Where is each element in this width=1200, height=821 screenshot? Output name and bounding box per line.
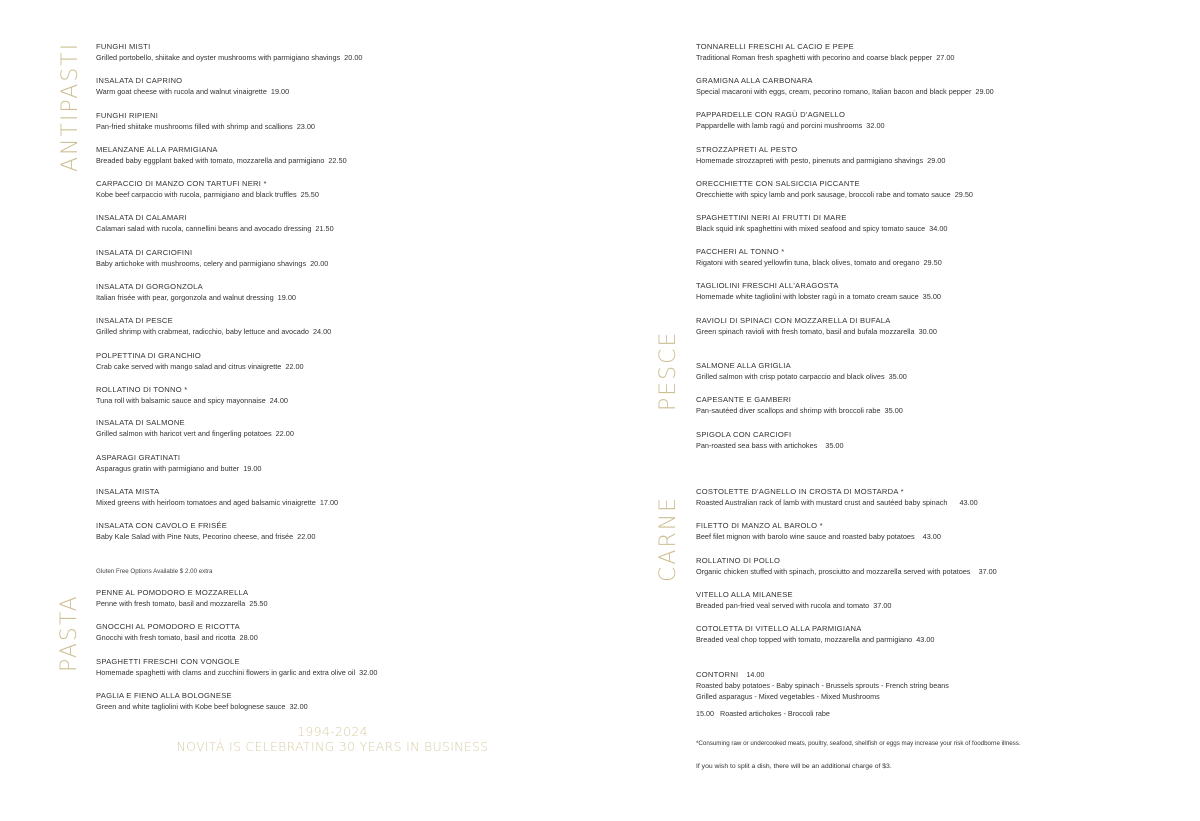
menu-item bbox=[696, 430, 907, 464]
item-description: Crab cake served with mango salad and citrus vinaigrette 22.00 bbox=[96, 361, 304, 371]
item-description: Asparagus gratin with parmigiano and butter 19.00 bbox=[96, 463, 262, 473]
item-description: Organic chicken stuffed with spinach, prosciutto and mozzarella served with potatoes 37.00 bbox=[696, 566, 997, 576]
item-name: INSALATA DI CAPRINO bbox=[96, 76, 183, 86]
menu-item bbox=[96, 521, 362, 555]
menu-item bbox=[696, 361, 907, 395]
item-description: Baby artichoke with mushrooms, celery and parmigiano shavings 20.00 bbox=[96, 258, 329, 268]
menu-item bbox=[96, 213, 362, 247]
menu-item bbox=[96, 42, 362, 76]
item-name: INSALATA MISTA bbox=[96, 487, 160, 497]
menu-item bbox=[696, 395, 907, 429]
consumption-disclaimer: *Consuming raw or undercooked meats, poultry, seafood, shellfish or eggs may increase your risk of foodborne illness. bbox=[696, 740, 1021, 747]
item-name: INSALATA DI GORGONZOLA bbox=[96, 282, 203, 292]
item-price: 35.00 bbox=[888, 372, 907, 381]
item-price: 29.00 bbox=[975, 87, 994, 97]
item-description: Tuna roll with balsamic sauce and spicy mayonnaise 24.00 bbox=[96, 395, 288, 405]
item-description: Penne with fresh tomato, basil and mozzarella 25.50 bbox=[96, 599, 268, 608]
item-name: INSALATA DI SALMONE bbox=[96, 418, 185, 428]
item-description: Orecchiette with spicy lamb and pork sausage, broccoli rabe and tomato sauce 29.50 bbox=[696, 189, 973, 199]
item-name: PENNE AL POMODORO E MOZZARELLA bbox=[96, 588, 249, 597]
gluten-free-note: Gluten Free Options Available $ 2.00 extra bbox=[96, 568, 213, 575]
menu-item bbox=[96, 111, 362, 145]
item-name: RAVIOLI DI SPINACI CON MOZZARELLA DI BUFALA bbox=[696, 315, 891, 325]
contorni-line-1: Roasted baby potatoes - Baby spinach - Brussels sprouts - French string beans bbox=[696, 681, 949, 690]
item-price: 43.00 bbox=[922, 532, 941, 542]
item-description: Homemade spaghetti with clams and zucchini flowers in garlic and extra olive oil 32.00 bbox=[96, 667, 378, 677]
item-description: Warm goat cheese with rucola and walnut vinaigrette 19.00 bbox=[96, 87, 290, 97]
item-price: 24.00 bbox=[269, 395, 288, 405]
item-description: Mixed greens with heirloom tomatoes and aged balsamic vinaigrette 17.00 bbox=[96, 498, 339, 508]
item-name: SPIGOLA CON CARCIOFI bbox=[696, 429, 792, 439]
menu-item bbox=[96, 622, 377, 656]
menu-item bbox=[696, 179, 994, 213]
item-name: INSALATA CON CAVOLO E FRISÉE bbox=[96, 521, 228, 531]
menu-item bbox=[696, 521, 997, 555]
item-description: Pan-fried shiitake mushrooms filled with shrimp and scallions 23.00 bbox=[96, 121, 315, 131]
item-description: Homemade strozzapreti with pesto, pinenuts and parmigiano shavings 29.00 bbox=[696, 155, 946, 165]
contorni-block bbox=[696, 669, 949, 719]
item-name: ROLLATINO DI POLLO bbox=[696, 555, 781, 565]
item-name: PAPPARDELLE CON RAGÙ D'AGNELLO bbox=[696, 110, 846, 120]
item-description: Pan-roasted sea bass with artichokes 35.00 bbox=[696, 440, 844, 450]
item-description: Grilled salmon with haricot vert and fingerling potatoes 22.00 bbox=[96, 429, 294, 439]
item-description: Breaded baby eggplant baked with tomato, mozzarella and parmigiano 22.50 bbox=[96, 155, 347, 165]
item-name: PAGLIA E FIENO ALLA BOLOGNESE bbox=[96, 690, 232, 700]
item-description: Green and white tagliolini with Kobe beef bolognese sauce 32.00 bbox=[96, 701, 308, 711]
item-price: 23.00 bbox=[296, 121, 315, 131]
item-name: GNOCCHI AL POMODORO E RICOTTA bbox=[96, 622, 240, 632]
right-pasta-list bbox=[696, 42, 994, 350]
menu-item bbox=[96, 316, 362, 350]
item-price: 21.50 bbox=[315, 224, 334, 234]
item-price: 35.00 bbox=[884, 406, 903, 416]
item-name: INSALATA DI CALAMARI bbox=[96, 213, 187, 223]
item-name: COTOLETTA DI VITELLO ALLA PARMIGIANA bbox=[696, 624, 862, 634]
menu-item bbox=[696, 316, 994, 350]
item-price: 25.50 bbox=[300, 190, 319, 200]
item-price: 17.00 bbox=[319, 498, 339, 508]
menu-item bbox=[96, 657, 377, 691]
item-description: Special macaroni with eggs, cream, pecorino romano, Italian bacon and black pepper 29.00 bbox=[696, 87, 994, 97]
split-dish-note: If you wish to split a dish, there will be an additional charge of $3. bbox=[696, 763, 892, 770]
item-name: FUNGHI MISTI bbox=[96, 42, 151, 51]
anniversary-years: 1994-2024 bbox=[297, 724, 368, 739]
item-price: 29.00 bbox=[927, 155, 946, 165]
menu-item bbox=[696, 213, 994, 247]
item-price: 28.00 bbox=[239, 633, 258, 643]
item-price: 43.00 bbox=[959, 498, 978, 507]
item-name: FILETTO DI MANZO AL BAROLO * bbox=[696, 521, 823, 531]
item-price: 29.50 bbox=[954, 189, 973, 199]
item-price: 20.00 bbox=[344, 53, 363, 62]
menu-item bbox=[696, 624, 997, 658]
item-description: Green spinach ravioli with fresh tomato, basil and bufala mozzarella 30.00 bbox=[696, 326, 937, 336]
pesce-list bbox=[696, 361, 907, 464]
item-description: Grilled portobello, shiitake and oyster mushrooms with parmigiano shavings 20.00 bbox=[96, 53, 363, 62]
contorni-title: CONTORNI bbox=[696, 670, 739, 679]
item-description: Calamari salad with rucola, cannellini beans and avocado dressing 21.50 bbox=[96, 224, 334, 234]
contorni-price: 14.00 bbox=[746, 670, 765, 679]
item-price: 37.00 bbox=[873, 600, 892, 610]
item-name: ORECCHIETTE CON SALSICCIA PICCANTE bbox=[696, 178, 860, 188]
item-description: Traditional Roman fresh spaghetti with pecorino and coarse black pepper 27.00 bbox=[696, 53, 955, 62]
item-name: CARPACCIO DI MANZO CON TARTUFI NERI * bbox=[96, 179, 267, 189]
item-price: 20.00 bbox=[310, 258, 329, 268]
menu-item bbox=[696, 76, 994, 110]
item-description: Pan-sautéed diver scallops and shrimp with broccoli rabe 35.00 bbox=[696, 406, 903, 416]
item-price: 27.00 bbox=[936, 53, 955, 62]
item-name: FUNGHI RIPIENI bbox=[96, 110, 159, 120]
item-name: INSALATA DI CARCIOFINI bbox=[96, 247, 193, 257]
menu-item bbox=[96, 588, 377, 622]
item-name: SPAGHETTINI NERI AI FRUTTI DI MARE bbox=[696, 212, 847, 222]
section-label-carne: CARNE bbox=[656, 495, 681, 582]
menu-item bbox=[696, 556, 997, 590]
contorni-heading bbox=[696, 669, 949, 680]
item-price: 29.50 bbox=[923, 258, 942, 268]
anniversary-banner bbox=[170, 724, 495, 754]
menu-item bbox=[96, 351, 362, 385]
contorni-extra-items: Roasted artichokes - Broccoli rabe bbox=[720, 709, 830, 718]
item-name: TONNARELLI FRESCHI AL CACIO E PEPE bbox=[696, 42, 854, 51]
item-description: Grilled salmon with crisp potato carpaccio and black olives 35.00 bbox=[696, 372, 907, 381]
menu-item bbox=[96, 145, 362, 179]
item-description: Baby Kale Salad with Pine Nuts, Pecorino cheese, and frisée 22.00 bbox=[96, 532, 316, 542]
menu-item bbox=[696, 110, 994, 144]
item-price: 24.00 bbox=[312, 327, 332, 337]
item-price: 32.00 bbox=[289, 701, 308, 711]
menu-item bbox=[96, 691, 377, 725]
item-name: ASPARAGI GRATINATI bbox=[96, 452, 181, 462]
contorni-line-2: Grilled asparagus - Mixed vegetables - Mixed Mushrooms bbox=[696, 692, 880, 701]
item-price: 32.00 bbox=[866, 121, 885, 131]
item-price: 25.50 bbox=[249, 599, 268, 608]
item-price: 43.00 bbox=[916, 635, 935, 645]
menu-item bbox=[96, 76, 362, 110]
item-description: Beef filet mignon with barolo wine sauce and roasted baby potatoes 43.00 bbox=[696, 532, 941, 542]
item-price: 19.00 bbox=[277, 293, 296, 303]
item-description: Roasted Australian rack of lamb with mustard crust and sautéed baby spinach 43.00 bbox=[696, 498, 978, 507]
item-description: Black squid ink spaghettini with mixed seafood and spicy tomato sauce 34.00 bbox=[696, 223, 948, 233]
menu-item bbox=[696, 281, 994, 315]
item-description: Italian frisée with pear, gorgonzola and walnut dressing 19.00 bbox=[96, 293, 296, 303]
menu-item bbox=[96, 487, 362, 521]
item-price: 22.00 bbox=[285, 361, 304, 371]
item-name: GRAMIGNA ALLA CARBONARA bbox=[696, 76, 813, 86]
pasta-list bbox=[96, 588, 377, 725]
menu-item bbox=[696, 42, 994, 76]
item-name: SPAGHETTI FRESCHI CON VONGOLE bbox=[96, 656, 240, 666]
item-name: POLPETTINA DI GRANCHIO bbox=[96, 350, 202, 360]
contorni-extra-price: 15.00 bbox=[696, 709, 714, 718]
item-name: CAPESANTE E GAMBERI bbox=[696, 395, 792, 405]
anniversary-message: NOVITÁ IS CELEBRATING 30 YEARS IN BUSINESS bbox=[176, 739, 489, 754]
item-name: SALMONE ALLA GRIGLIA bbox=[696, 361, 791, 370]
item-name: COSTOLETTE D'AGNELLO IN CROSTA DI MOSTARDA * bbox=[696, 487, 904, 496]
item-price: 19.00 bbox=[270, 87, 290, 97]
item-price: 35.00 bbox=[922, 292, 941, 302]
item-description: Rigatoni with seared yellowfin tuna, black olives, tomato and oregano 29.50 bbox=[696, 258, 942, 268]
antipasti-list bbox=[96, 42, 362, 556]
section-label-antipasti: ANTIPASTI bbox=[58, 41, 83, 172]
section-label-pasta: PASTA bbox=[57, 594, 82, 672]
item-name: PACCHERI AL TONNO * bbox=[696, 247, 785, 257]
item-description: Grilled shrimp with crabmeat, radicchio, baby lettuce and avocado 24.00 bbox=[96, 327, 332, 337]
menu-item bbox=[696, 145, 994, 179]
item-name: ROLLATINO DI TONNO * bbox=[96, 384, 188, 394]
item-price: 30.00 bbox=[918, 326, 937, 336]
item-description: Kobe beef carpaccio with rucola, parmigiano and black truffles 25.50 bbox=[96, 190, 319, 200]
item-description: Breaded pan-fried veal served with rucola and tomato 37.00 bbox=[696, 600, 892, 610]
contorni-extra bbox=[696, 708, 949, 719]
menu-item bbox=[696, 247, 994, 281]
item-name: MELANZANE ALLA PARMIGIANA bbox=[96, 144, 218, 154]
menu-item bbox=[96, 179, 362, 213]
item-name: VITELLO ALLA MILANESE bbox=[696, 589, 793, 599]
menu-item bbox=[96, 385, 362, 419]
item-price: 22.00 bbox=[275, 429, 294, 439]
item-price: 34.00 bbox=[929, 223, 948, 233]
menu-item bbox=[96, 453, 362, 487]
item-description: Gnocchi with fresh tomato, basil and ricotta 28.00 bbox=[96, 633, 258, 643]
item-price: 37.00 bbox=[978, 566, 997, 576]
menu-item bbox=[96, 282, 362, 316]
carne-list bbox=[696, 487, 997, 658]
item-price: 22.00 bbox=[297, 532, 316, 542]
item-price: 32.00 bbox=[359, 667, 378, 677]
menu-item bbox=[696, 487, 997, 521]
item-description: Breaded veal chop topped with tomato, mozzarella and parmigiano 43.00 bbox=[696, 635, 935, 645]
item-price: 35.00 bbox=[825, 440, 844, 450]
section-label-pesce: PESCE bbox=[656, 330, 681, 411]
menu-item bbox=[96, 248, 362, 282]
menu-item bbox=[96, 418, 362, 452]
item-name: INSALATA DI PESCE bbox=[96, 316, 173, 326]
item-name: STROZZAPRETI AL PESTO bbox=[696, 144, 798, 154]
item-description: Homemade white tagliolini with lobster ragù in a tomato cream sauce 35.00 bbox=[696, 292, 941, 302]
item-description: Pappardelle with lamb ragù and porcini mushrooms 32.00 bbox=[696, 121, 885, 131]
item-price: 19.00 bbox=[243, 463, 262, 473]
item-name: TAGLIOLINI FRESCHI ALL'ARAGOSTA bbox=[696, 281, 839, 291]
item-price: 22.50 bbox=[328, 155, 347, 165]
menu-item bbox=[696, 590, 997, 624]
